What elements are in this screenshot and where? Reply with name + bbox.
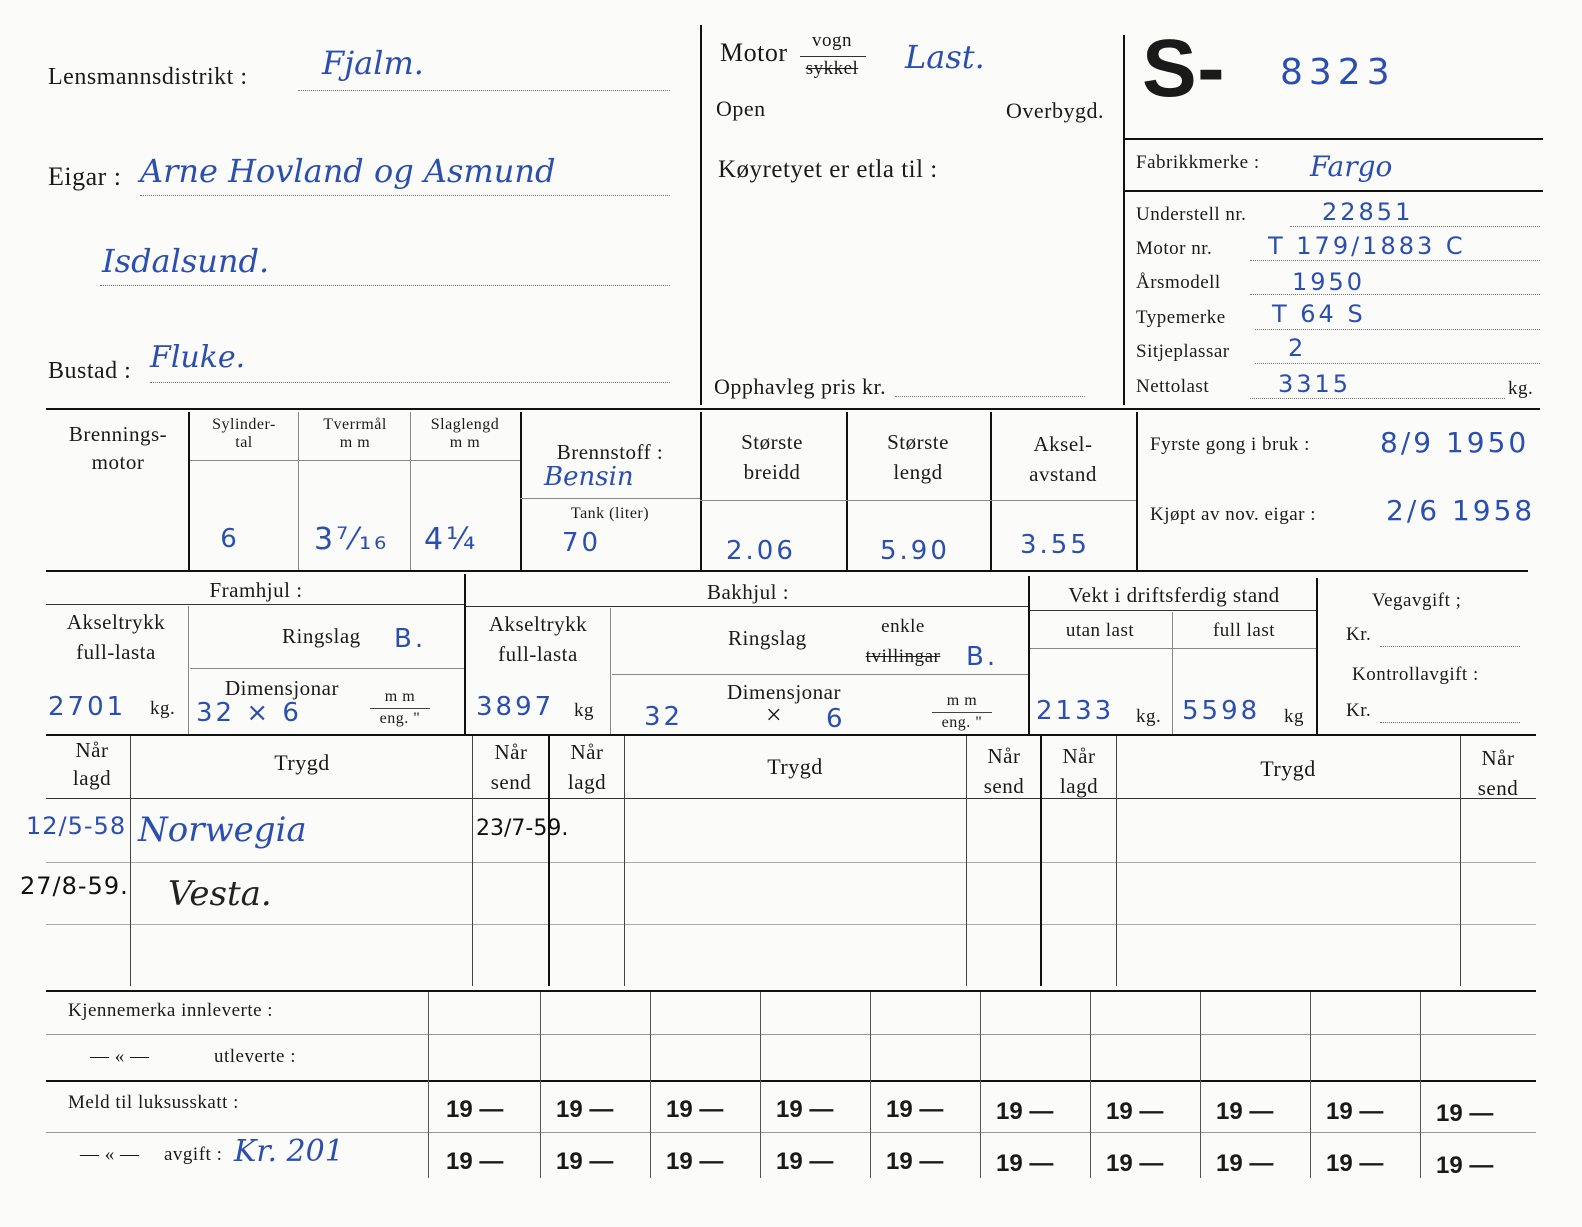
breidd-label-2: breidd <box>743 460 801 484</box>
rear-akseltrykk-unit: kg <box>574 700 594 721</box>
kjopt-value: 2/6 1958 <box>1386 494 1536 527</box>
kjennemerka-ditto: — « — <box>90 1046 150 1067</box>
engine-div-5 <box>700 412 702 570</box>
rear-eng-label: eng. " <box>941 714 983 731</box>
kjennemerka-top-rule <box>46 990 1536 992</box>
rear-akseltrykk-label-2: full-lasta <box>498 642 578 666</box>
aksel-value: 3.55 <box>1020 530 1090 560</box>
ins-div-8 <box>1460 736 1461 986</box>
eigar-line-2 <box>100 285 670 286</box>
footer-div-1 <box>428 992 429 1178</box>
g3-nar-lagd-label-2: lagd <box>1059 774 1099 798</box>
g3-nar-lagd-label-1: Når <box>1062 744 1096 768</box>
lengd-value: 5.90 <box>880 536 950 566</box>
breidd-value: 2.06 <box>726 536 796 566</box>
eigar-line-1 <box>140 195 670 196</box>
rear-ringslag-rule <box>612 674 1028 675</box>
year-mark-r1-c6: 19 — <box>996 1098 1054 1125</box>
year-mark-r1-c4: 19 — <box>776 1096 834 1123</box>
vekt-subheader-rule <box>1030 648 1316 649</box>
ins-row-2-lagd: 27/8-59. <box>20 872 129 900</box>
slaglengd-label-1: Slaglengd <box>430 416 500 433</box>
year-mark-r2-c9: 19 — <box>1326 1150 1384 1177</box>
kjennemerka-mid-rule <box>46 1034 1536 1035</box>
year-mark-r1-c3: 19 — <box>666 1096 724 1123</box>
tank-value: 70 <box>562 528 602 558</box>
rear-dim-x: × <box>765 700 783 731</box>
g2-nar-send-label-2: send <box>983 774 1025 798</box>
nettolast-value: 3315 <box>1278 370 1352 398</box>
lensmannsdistrikt-label: Lensmannsdistrikt : <box>48 64 248 90</box>
kontrollavgift-kr-label: Kr. <box>1346 700 1372 721</box>
engine-div-4 <box>520 412 522 570</box>
vekt-div <box>1172 612 1173 734</box>
avgift-label: avgift : <box>164 1144 223 1165</box>
vegavgift-line <box>1380 646 1520 647</box>
utan-last-label: utan last <box>1065 620 1135 641</box>
engine-div-7 <box>990 412 992 570</box>
eigar-value-line-1: Arne Hovland og Asmund <box>140 152 556 190</box>
g3-trygd-label: Trygd <box>1260 756 1316 781</box>
fyrste-value: 8/9 1950 <box>1380 426 1530 459</box>
vekt-rule <box>1030 610 1316 611</box>
year-mark-r2-c10: 19 — <box>1436 1152 1494 1179</box>
footer-div-5 <box>870 992 871 1178</box>
fyrste-label: Fyrste gong i bruk : <box>1150 434 1310 455</box>
kjopt-label: Kjøpt av nov. eigar : <box>1150 504 1316 525</box>
motor-fraction-line <box>800 56 866 57</box>
sitjeplassar-value: 2 <box>1288 334 1307 362</box>
rear-akseltrykk-div <box>610 608 611 734</box>
front-ringslag-value: B. <box>394 624 427 654</box>
front-akseltrykk-unit: kg. <box>150 698 176 719</box>
opphavleg-line <box>895 396 1085 397</box>
front-akseltrykk-label-1: Akseltrykk <box>66 610 166 634</box>
luksusskatt-mid-rule <box>46 1132 1536 1133</box>
engine-div-8 <box>1136 412 1138 570</box>
insurance-row-rule-1 <box>46 862 1536 863</box>
g2-nar-send-label-1: Når <box>987 744 1021 768</box>
fabrikkmerke-rule <box>1123 190 1543 192</box>
front-dim-value: 32 × 6 <box>196 698 302 728</box>
footer-div-8 <box>1200 992 1201 1178</box>
engine-bottom-rule <box>46 570 1528 572</box>
motornr-label: Motor nr. <box>1136 238 1213 259</box>
arsmodell-value: 1950 <box>1292 268 1366 296</box>
bakhjul-label: Bakhjul : <box>706 580 790 604</box>
year-mark-r2-c4: 19 — <box>776 1148 834 1175</box>
eigar-value-line-2: Isdalsund. <box>102 242 270 280</box>
engine-div-6 <box>846 412 848 570</box>
sylinder-label-2: tal <box>235 434 253 451</box>
open-label: Open <box>716 96 766 121</box>
ins-row-1-lagd: 12/5-58 <box>26 812 127 840</box>
engine-div-2 <box>298 412 299 570</box>
year-mark-r1-c1: 19 — <box>446 1096 504 1123</box>
year-mark-r1-c9: 19 — <box>1326 1098 1384 1125</box>
ins-div-2 <box>472 736 473 986</box>
footer-div-6 <box>980 992 981 1178</box>
motor-option-sykkel: sykkel <box>805 58 859 79</box>
year-mark-r2-c5: 19 — <box>886 1148 944 1175</box>
framhjul-label: Framhjul : <box>209 578 303 602</box>
overbygd-label: Overbygd. <box>1006 98 1104 123</box>
motornr-value: T 179/1883 C <box>1268 232 1466 260</box>
g3-nar-send-label-1: Når <box>1481 746 1515 770</box>
vegavgift-label: Vegavgift ; <box>1372 590 1462 611</box>
avgift-value: Kr. 201 <box>234 1134 344 1169</box>
rear-tvillingar-label: tvillingar <box>865 646 941 667</box>
rear-ringslag-value: B. <box>966 642 999 672</box>
g2-trygd-label: Trygd <box>767 754 823 779</box>
typemerke-value: T 64 S <box>1272 300 1366 328</box>
motor-value: Last. <box>905 38 985 76</box>
kjennemerka-bottom-rule <box>46 1080 1536 1082</box>
utan-last-unit: kg. <box>1136 706 1162 727</box>
rear-unit-fraction <box>932 712 992 713</box>
lengd-label-1: Største <box>887 430 949 454</box>
rear-dim-a: 32 <box>644 702 684 732</box>
footer-div-7 <box>1090 992 1091 1178</box>
utan-last-value: 2133 <box>1036 696 1115 726</box>
nettolast-line <box>1250 398 1505 399</box>
understell-label: Understell nr. <box>1136 204 1247 225</box>
wheels-div-2 <box>1028 576 1030 734</box>
aksel-label-1: Aksel- <box>1033 432 1093 456</box>
wheels-div-3 <box>1316 578 1318 734</box>
front-mm-label: m m <box>384 688 416 705</box>
year-mark-r2-c1: 19 — <box>446 1148 504 1175</box>
rear-ringslag-label: Ringslag <box>728 626 807 650</box>
aksel-label-2: avstand <box>1029 462 1097 486</box>
year-mark-r1-c7: 19 — <box>1106 1098 1164 1125</box>
fabrikkmerke-label: Fabrikkmerke : <box>1136 152 1260 173</box>
motornr-line <box>1250 260 1540 261</box>
brennings-label-2: motor <box>91 450 145 474</box>
year-mark-r1-c8: 19 — <box>1216 1098 1274 1125</box>
typemerke-label: Typemerke <box>1136 307 1226 328</box>
typemerke-line <box>1255 329 1540 330</box>
motor-option-vogn: vogn <box>812 30 852 51</box>
lensmannsdistrikt-value: Fjalm. <box>322 44 424 82</box>
tverrmal-label-1: Tverrmål <box>323 416 387 433</box>
breidd-label-1: Største <box>741 430 803 454</box>
kontrollavgift-line <box>1380 722 1520 723</box>
g1-nar-send-label-2: send <box>490 770 532 794</box>
tverrmal-value: 3⁷⁄₁₆ <box>314 522 390 557</box>
insurance-header-rule <box>46 798 1536 799</box>
engine-div-1 <box>188 412 190 570</box>
footer-div-4 <box>760 992 761 1178</box>
g1-trygd-label: Trygd <box>274 750 330 775</box>
reg-number: 8323 <box>1280 52 1396 93</box>
front-ringslag-label: Ringslag <box>282 624 361 648</box>
ins-row-1-send: 23/7-59. <box>476 816 569 841</box>
reg-prefix: S- <box>1142 23 1225 114</box>
front-ringslag-rule <box>190 668 464 669</box>
year-mark-r2-c6: 19 — <box>996 1150 1054 1177</box>
meld-label: Meld til luksusskatt : <box>68 1092 239 1113</box>
opphavleg-label: Opphavleg pris kr. <box>714 374 887 399</box>
lensmannsdistrikt-line <box>298 90 670 91</box>
footer-div-2 <box>540 992 541 1178</box>
year-mark-r1-c5: 19 — <box>886 1096 944 1123</box>
full-last-unit: kg <box>1284 706 1304 727</box>
front-akseltrykk-div <box>188 606 189 734</box>
rear-dim-b: 6 <box>826 704 846 734</box>
slaglengd-label-2: m m <box>449 434 481 451</box>
arsmodell-label: Årsmodell <box>1136 272 1221 293</box>
front-eng-label: eng. " <box>379 710 421 727</box>
rear-akseltrykk-value: 3897 <box>476 692 555 722</box>
year-mark-r2-c2: 19 — <box>556 1148 614 1175</box>
brennstoff-label: Brennstoff : <box>556 440 664 464</box>
front-unit-fraction <box>370 708 430 709</box>
bustad-label: Bustad : <box>48 358 132 384</box>
bustad-value: Fluke. <box>150 340 246 375</box>
footer-div-3 <box>650 992 651 1178</box>
sylinder-label-1: Sylinder- <box>212 416 276 433</box>
g1-nar-lagd-label-1: Når <box>75 738 109 762</box>
g3-nar-send-label-2: send <box>1477 776 1519 800</box>
ins-row-1-trygd: Norwegia <box>138 810 307 850</box>
ins-div-6 <box>1040 736 1042 986</box>
rear-mm-label: m m <box>946 692 978 709</box>
insurance-top-rule <box>46 734 1536 736</box>
year-mark-r1-c10: 19 — <box>1436 1100 1494 1127</box>
full-last-value: 5598 <box>1182 696 1261 726</box>
g2-nar-lagd-label-1: Når <box>570 740 604 764</box>
ins-div-5 <box>966 736 967 986</box>
g1-nar-lagd-label-2: lagd <box>72 766 112 790</box>
top-divider-2 <box>1123 35 1125 405</box>
tverrmal-label-2: m m <box>339 434 371 451</box>
eigar-label: Eigar : <box>48 162 122 191</box>
koyretyet-label: Køyretyet er etla til : <box>718 156 938 183</box>
wheels-div-1 <box>464 574 466 734</box>
ins-div-3 <box>548 736 550 986</box>
rear-akseltrykk-label-1: Akseltrykk <box>488 612 588 636</box>
understell-value: 22851 <box>1322 198 1414 226</box>
year-mark-r2-c8: 19 — <box>1216 1150 1274 1177</box>
g1-nar-send-label-1: Når <box>494 740 528 764</box>
ins-div-1 <box>130 736 131 986</box>
g2-nar-lagd-label-2: lagd <box>567 770 607 794</box>
front-akseltrykk-label-2: full-lasta <box>76 640 156 664</box>
fabrikkmerke-value: Fargo <box>1310 150 1393 183</box>
reg-underline <box>1123 138 1543 140</box>
ins-div-7 <box>1116 736 1117 986</box>
year-mark-r2-c7: 19 — <box>1106 1150 1164 1177</box>
lengd-label-2: lengd <box>893 460 943 484</box>
top-divider-1 <box>700 25 702 405</box>
framhjul-rule <box>46 604 464 605</box>
ins-row-2-trygd: Vesta. <box>168 874 272 914</box>
engine-top-rule <box>46 408 1540 410</box>
brennstoff-value: Bensin <box>544 462 634 492</box>
sitjeplassar-line <box>1255 363 1540 364</box>
tank-label: Tank (liter) <box>570 505 650 522</box>
sylinder-value: 6 <box>220 524 240 554</box>
nettolast-unit: kg. <box>1508 378 1534 399</box>
brennings-label-1: Brennings- <box>68 422 168 446</box>
footer-div-10 <box>1420 992 1421 1178</box>
year-mark-r2-c3: 19 — <box>666 1148 724 1175</box>
kontrollavgift-label: Kontrollavgift : <box>1352 664 1479 685</box>
slaglengd-value: 4¼ <box>424 522 479 557</box>
front-akseltrykk-value: 2701 <box>48 692 127 722</box>
full-last-label: full last <box>1212 620 1276 641</box>
nettolast-label: Nettolast <box>1136 376 1210 397</box>
utleverte-label: utleverte : <box>214 1046 296 1067</box>
motor-label: Motor <box>720 38 788 67</box>
year-mark-r1-c2: 19 — <box>556 1096 614 1123</box>
front-dimensjonar-label: Dimensjonar <box>225 676 339 700</box>
footer-div-9 <box>1310 992 1311 1178</box>
rear-enkle-label: enkle <box>881 616 925 637</box>
rear-dimensjonar-label: Dimensjonar <box>727 680 841 704</box>
bustad-line <box>150 382 670 383</box>
vekt-label: Vekt i driftsferdig stand <box>1068 583 1280 607</box>
understell-line <box>1290 226 1540 227</box>
avgift-ditto: — « — <box>80 1144 140 1165</box>
insurance-row-rule-2 <box>46 924 1536 925</box>
ins-div-4 <box>624 736 625 986</box>
brennstoff-rule <box>520 498 700 499</box>
engine-div-3 <box>410 412 411 570</box>
sitjeplassar-label: Sitjeplassar <box>1136 341 1230 362</box>
bakhjul-rule <box>466 606 1028 607</box>
vegavgift-kr-label: Kr. <box>1346 624 1372 645</box>
engine-header-rule <box>190 460 520 461</box>
kjennemerka-label: Kjennemerka innleverte : <box>68 1000 274 1021</box>
dimensions-rule <box>700 500 1136 501</box>
